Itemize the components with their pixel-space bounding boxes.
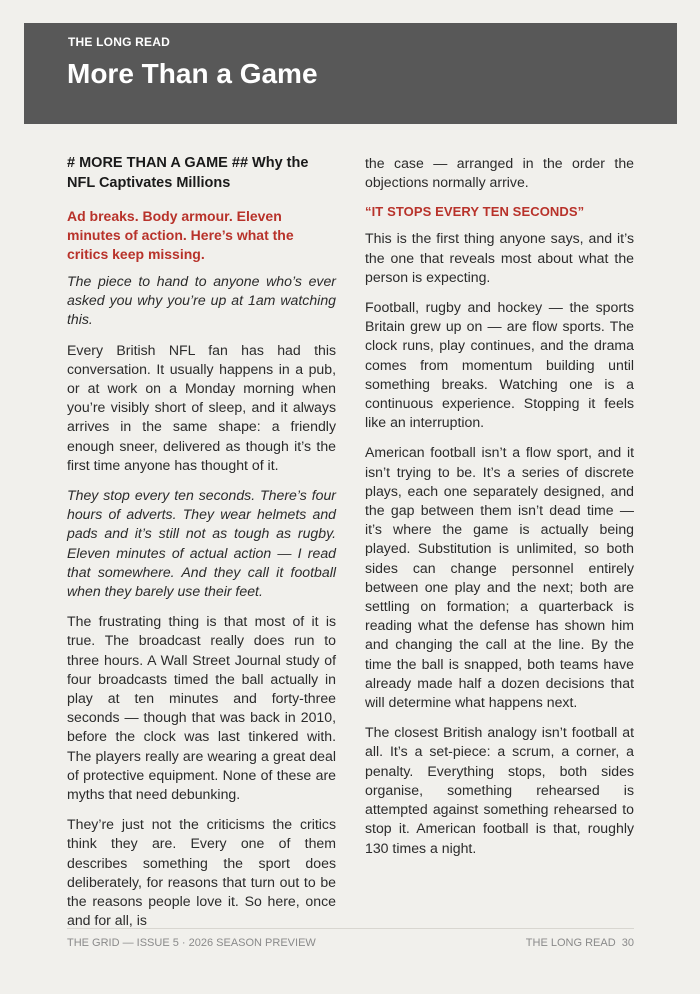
paragraph: Every British NFL fan has had this conversation. It usually happens in a pub, or at work on a Monday morning when you’re visibly short of sleep, and it always arrives in the same shape: a friendly enough sneer, delivered as though it’s the first time anyone has thought of it. <box>67 341 336 473</box>
footer-publication: THE GRID — ISSUE 5 · 2026 SEASON PREVIEW <box>67 937 316 949</box>
header-banner <box>24 23 677 124</box>
article-deck: Ad breaks. Body armour. Eleven minutes of action. Here’s what the critics keep missing. <box>67 208 294 262</box>
footer-page-number: THE LONG READ 30 <box>525 937 634 949</box>
paragraph: the case — arranged in the order the objections normally arrive. <box>365 155 634 191</box>
article-intro: The piece to hand to anyone who’s ever asked you why you’re up at 1am watching this. <box>67 273 336 328</box>
section-kicker: THE LONG READ <box>68 35 170 49</box>
paragraph: American football isn’t a flow sport, and it isn’t trying to be. It’s a series of discrete plays, each one separately designed, and the gap between them isn’t dead time — it’s where the game is actually being played. Substitution is unlimited, so both sides can change personnel entirely between one play and the next; both are settling on formation; a quarterback is reading what the defense has shown him and changing the call at the line. By the time the ball is snapped, both teams have already made half a dozen decisions that will determine what happens next. <box>365 444 634 711</box>
footer-divider <box>67 928 634 929</box>
paragraph: They’re just not the criticisms the critics think they are. Every one of them describes something the sport does deliberately, for reasons that turn out to be the reasons people love it. So here, once and for all, is <box>67 816 336 929</box>
paragraph: This is the first thing anyone says, and it’s the one that reveals most about what the person is expecting. <box>365 230 634 285</box>
paragraph: The frustrating thing is that most of it is true. The broadcast really does run to three hours. A Wall Street Journal study of four broadcasts timed the ball actually in play at ten minutes and forty-three seconds — though that was back in 2010, before the clock was last tinkered with. The players really are wearing a great deal of protective equipment. None of these are myths that need debunking. <box>67 613 336 803</box>
article-heading: # MORE THAN A GAME ## Why the NFL Captivates Millions <box>67 155 309 191</box>
paragraph: Football, rugby and hockey — the sports Britain grew up on — are flow sports. The clock runs, play continues, and the drama comes from momentum building until something breaks. Watching one is a continuous experience. Stopping it feels like an interruption. <box>365 299 634 431</box>
article-column-right <box>365 154 634 869</box>
page-title: More Than a Game <box>67 58 318 89</box>
article-column-left <box>67 153 336 942</box>
paragraph: The closest British analogy isn’t football at all. It’s a set-piece: a scrum, a corner, a penalty. Everything stops, both sides organise, something rehearsed is attempted against something rehearsed to stop it. American football is that, roughly 130 times a night. <box>365 724 634 856</box>
section-subhead: “IT STOPS EVERY TEN SECONDS” <box>365 204 585 220</box>
pull-quote: They stop every ten seconds. There’s four hours of adverts. They wear helmets and pads and it’s still not as tough as rugby. Eleven minutes of actual action — I read that somewhere. And they call it football when they barely use their feet. <box>67 487 336 600</box>
